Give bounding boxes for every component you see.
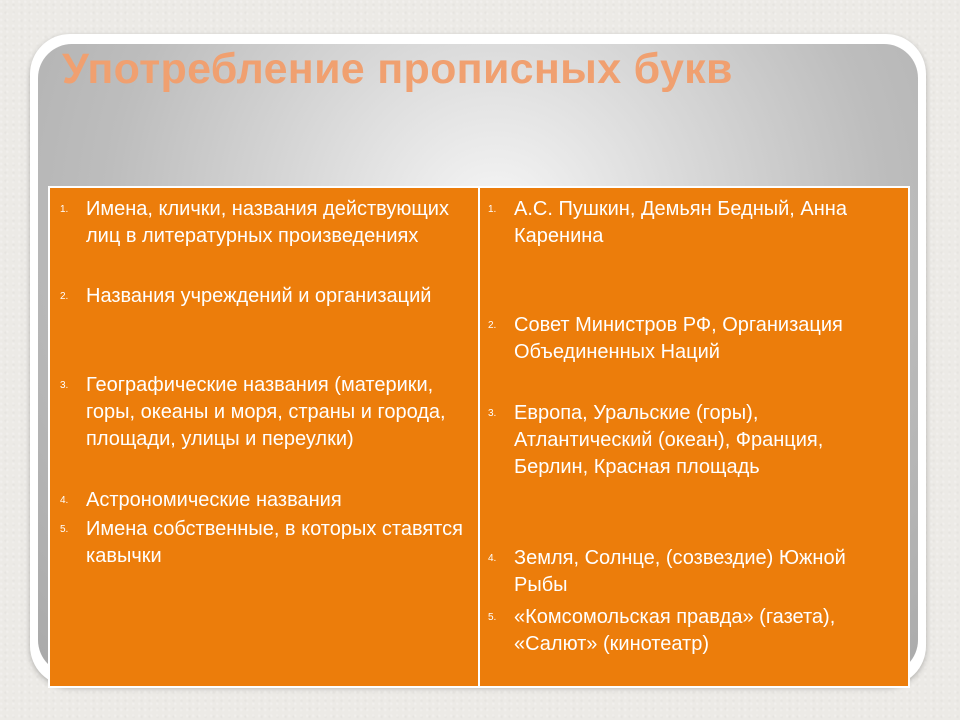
list-number: 5. — [60, 524, 69, 535]
list-number: 4. — [488, 553, 497, 564]
list-number: 5. — [488, 612, 497, 623]
example-item-3 — [488, 400, 898, 481]
rule-item-2 — [60, 283, 466, 310]
rules-column — [50, 188, 480, 686]
example-item-5 — [488, 604, 898, 658]
example-item-4 — [488, 545, 898, 599]
rule-item-3 — [60, 372, 466, 453]
list-number: 2. — [488, 320, 497, 331]
examples-column — [480, 188, 908, 686]
example-text: А.С. Пушкин, Демьян Бедный, Анна Каренина — [514, 198, 847, 247]
list-number: 4. — [60, 495, 69, 506]
rule-text: Астрономические названия — [86, 489, 342, 511]
rule-item-1 — [60, 196, 466, 250]
list-number: 1. — [60, 204, 69, 215]
rule-item-4 — [60, 487, 466, 514]
rule-text: Имена собственные, в которых ставятся кавычки — [86, 518, 463, 567]
list-number: 3. — [488, 408, 497, 419]
list-number: 3. — [60, 380, 69, 391]
example-text: Земля, Солнце, (созвездие) Южной Рыбы — [514, 547, 846, 596]
example-text: Европа, Уральские (горы), Атлантический (океан), Франция, Берлин, Красная площадь — [514, 402, 824, 478]
slide-title: Употребление прописных букв — [62, 45, 733, 93]
rule-text: Имена, клички, названия действующих лиц в литературных произведениях — [86, 198, 449, 247]
list-number: 1. — [488, 204, 497, 215]
example-item-2 — [488, 312, 898, 366]
rule-text: Географические названия (материки, горы, океаны и моря, страны и города, площади, улицы и переулки) — [86, 374, 446, 450]
example-text: «Комсомольская правда» (газета), «Салют» (кинотеатр) — [514, 606, 836, 655]
content-table — [48, 186, 910, 688]
rule-item-5 — [60, 516, 466, 570]
example-text: Совет Министров РФ, Организация Объединенных Наций — [514, 314, 843, 363]
rule-text: Названия учреждений и организаций — [86, 285, 432, 307]
list-number: 2. — [60, 291, 69, 302]
example-item-1 — [488, 196, 898, 250]
